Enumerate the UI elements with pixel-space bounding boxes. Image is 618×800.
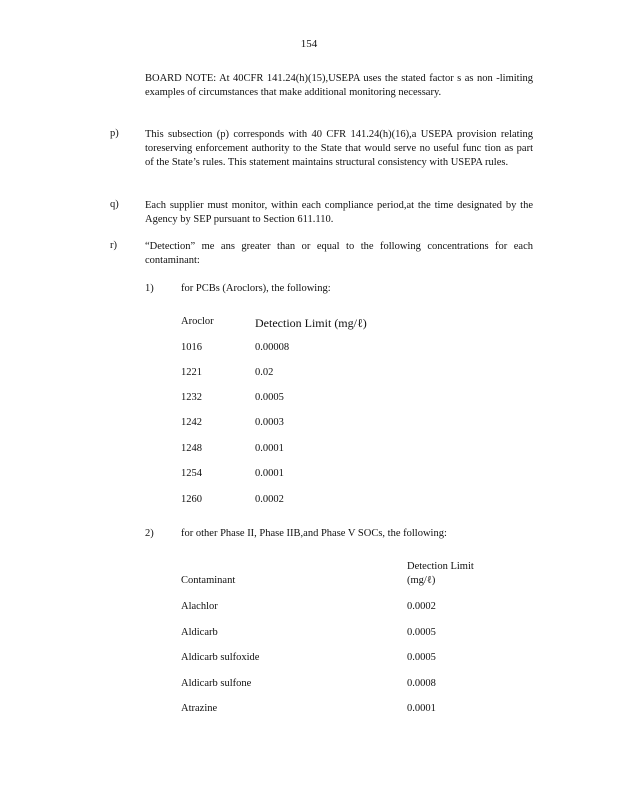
- aroclor-cell: 1248: [181, 443, 202, 454]
- item-marker-r: r): [110, 240, 117, 251]
- aroclor-header: Aroclor: [181, 316, 214, 327]
- detection-limit-unit: (mg/ℓ): [407, 575, 436, 586]
- contaminant-header: Contaminant: [181, 575, 236, 586]
- limit-cell: 0.0005: [407, 627, 436, 638]
- limit-cell: 0.0001: [255, 468, 284, 479]
- detection-limit-header: Detection Limit (mg/ℓ): [255, 316, 367, 330]
- item-marker-p: p): [110, 128, 119, 139]
- page-number: 154: [300, 38, 318, 50]
- contaminant-cell: Aldicarb sulfone: [181, 678, 252, 689]
- aroclor-cell: 1221: [181, 367, 202, 378]
- limit-cell: 0.0002: [255, 494, 284, 505]
- aroclor-cell: 1242: [181, 417, 202, 428]
- contaminant-cell: Alachlor: [181, 601, 218, 612]
- sub-marker-2: 2): [145, 528, 154, 539]
- item-marker-q: q): [110, 199, 119, 210]
- sub-marker-1: 1): [145, 283, 154, 294]
- limit-cell: 0.0005: [255, 392, 284, 403]
- aroclor-cell: 1232: [181, 392, 202, 403]
- limit-cell: 0.02: [255, 367, 274, 378]
- aroclor-cell: 1260: [181, 494, 202, 505]
- item-text-p: This subsection (p) corresponds with 40 CFR 141.24(h)(16),a USEPA provision relating toreserving enforcement authority to the State that would serve no useful func tion as part of the State’s rules. This statement maintains structural consistency with USEPA rules.: [145, 129, 533, 168]
- limit-cell: 0.0002: [407, 601, 436, 612]
- contaminant-cell: Aldicarb sulfoxide: [181, 652, 260, 663]
- item-text-r: “Detection” me ans greater than or equal to the following concentrations for each contaminant:: [145, 241, 533, 266]
- limit-cell: 0.0003: [255, 417, 284, 428]
- sub-text-2: for other Phase II, Phase IIB,and Phase V SOCs, the following:: [181, 528, 447, 539]
- sub-text-1: for PCBs (Aroclors), the following:: [181, 283, 331, 294]
- limit-cell: 0.0001: [407, 703, 436, 714]
- contaminant-cell: Atrazine: [181, 703, 218, 714]
- limit-cell: 0.0001: [255, 443, 284, 454]
- limit-cell: 0.0005: [407, 652, 436, 663]
- detection-limit-header: Detection Limit: [407, 561, 474, 572]
- limit-cell: 0.00008: [255, 342, 290, 353]
- limit-cell: 0.0008: [407, 678, 436, 689]
- aroclor-cell: 1254: [181, 468, 202, 479]
- item-text-q: Each supplier must monitor, within each compliance period,at the time designated by the Agency by SEP pursuant to Section 611.110.: [145, 200, 533, 225]
- board-note: BOARD NOTE: At 40CFR 141.24(h)(15),USEPA uses the stated factor s as non -limiting examples of circumstances that make additional monitoring necessary.: [145, 73, 533, 98]
- contaminant-cell: Aldicarb: [181, 627, 218, 638]
- aroclor-cell: 1016: [181, 342, 202, 353]
